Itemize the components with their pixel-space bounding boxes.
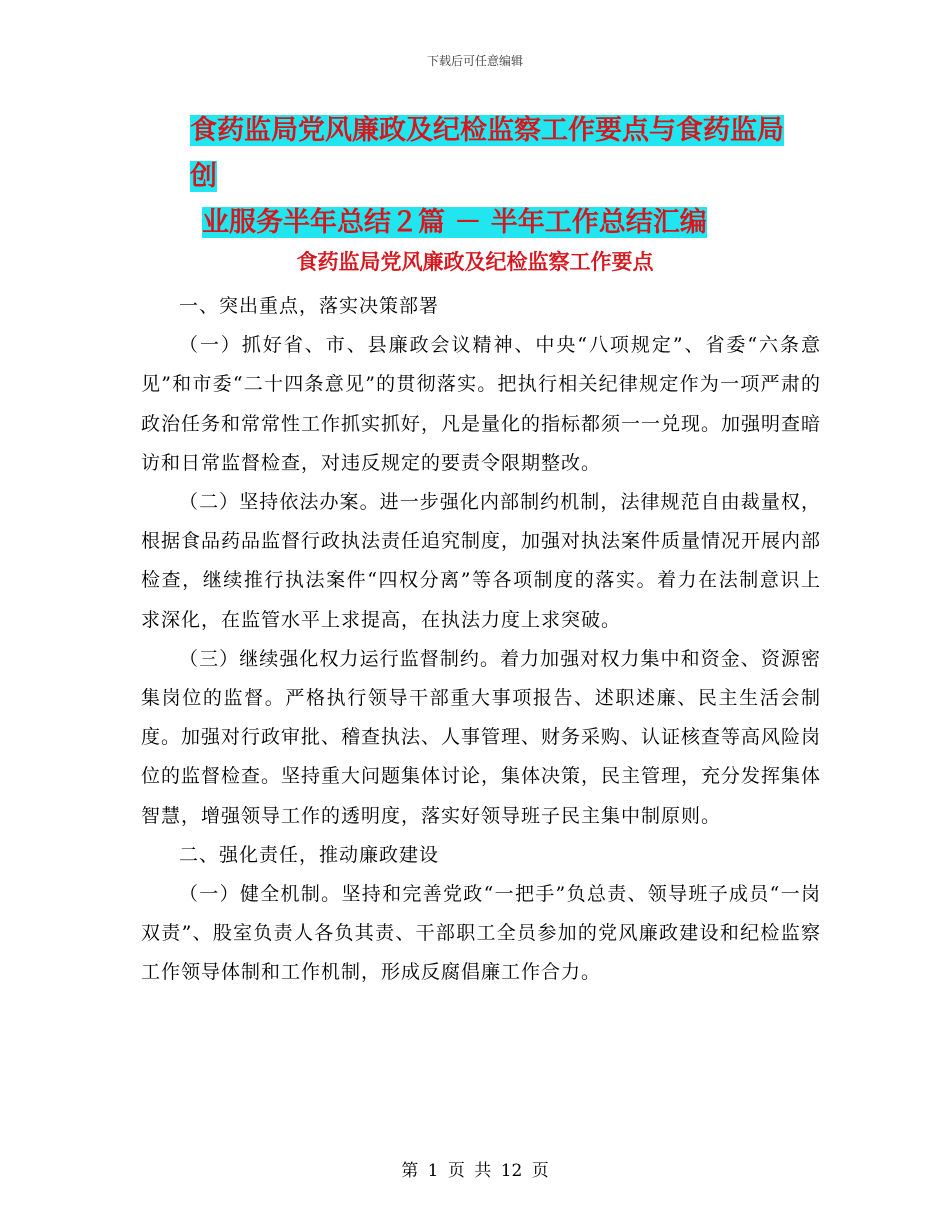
title-line-2: 业服务半年总结２篇 － 半年工作总结汇编 bbox=[202, 207, 707, 238]
section-title: 食药监局党风廉政及纪检监察工作要点 bbox=[296, 250, 654, 274]
paragraph: （二）坚持依法办案。进一步强化内部制约机制，法律规范自由裁量权，根据食品药品监督行政执法责任追究制度，加强对执法案件质量情况开展内部检查，继续推行执法案件“四权分离”等各项制度的落实。着力在法制意识上求深化，在监管水平上求提高，在执法力度上求突破。 bbox=[141, 491, 822, 631]
page-footer: 第 1 页 共 12 页 bbox=[401, 1161, 549, 1181]
header-note: 下载后可任意编辑 bbox=[426, 54, 523, 68]
title-line-1: 食药监局党风廉政及纪检监察工作要点与食药监局创 bbox=[190, 115, 784, 192]
paragraph: （一）抓好省、市、县廉政会议精神、中央“八项规定”、省委“六条意见”和市委“二十四条意见”的贯彻落实。把执行相关纪律规定作为一项严肃的政治任务和常常性工作抓实抓好，凡是量化的指标都须一一兑现。加强明查暗访和日常监督检查，对违反规定的要责令限期整改。 bbox=[141, 334, 822, 474]
paragraph: （一）健全机制。坚持和完善党政“一把手”负总责、领导班子成员“一岗双责”、股室负责人各负其责、干部职工全员参加的党风廉政建设和纪检监察工作领导体制和工作机制，形成反腐倡廉工作合力。 bbox=[141, 883, 821, 984]
body-text bbox=[141, 287, 821, 993]
document-title bbox=[190, 108, 810, 246]
heading-2: 二、强化责任，推动廉政建设 bbox=[179, 843, 440, 866]
heading-1: 一、突出重点，落实决策部署 bbox=[179, 295, 440, 317]
paragraph: （三）继续强化权力运行监督制约。着力加强对权力集中和资金、资源密集岗位的监督。严格执行领导干部重大事项报告、述职述廉、民主生活会制度。加强对行政审批、稽查执法、人事管理、财务采购、认证核查等高风险岗位的监督检查。坚持重大问题集体讨论，集体决策，民主管理，充分发挥集体智慧，增强领导工作的透明度，落实好领导班子民主集中制原则。 bbox=[141, 647, 822, 827]
